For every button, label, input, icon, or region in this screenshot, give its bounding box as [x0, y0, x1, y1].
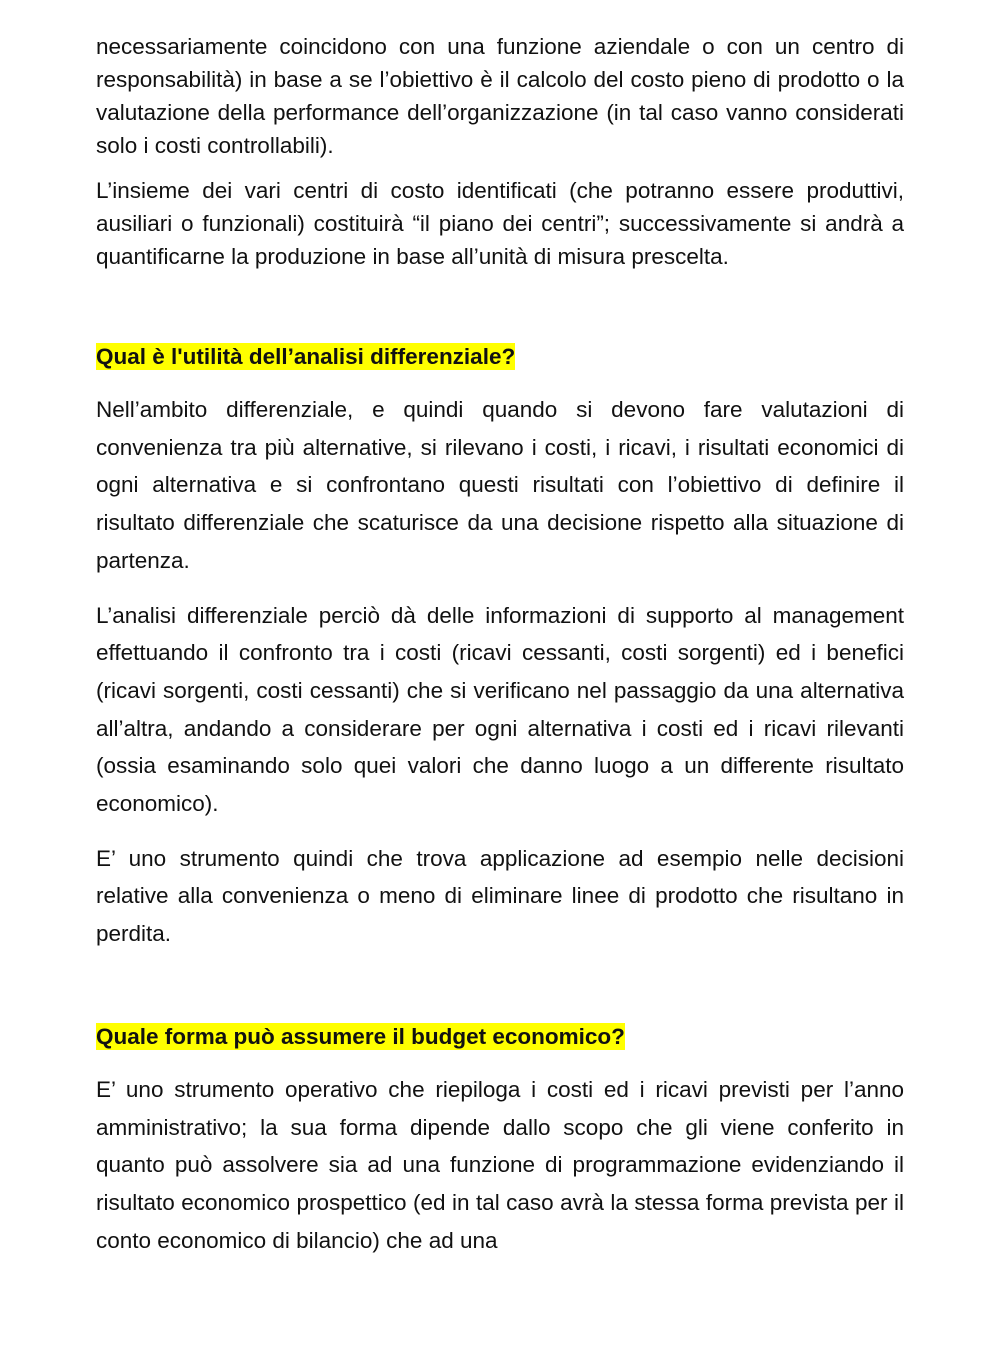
document-page — [96, 30, 904, 1259]
highlighted-heading-text: Qual è l'utilità dell’analisi differenziale? — [96, 344, 516, 369]
paragraph-ambito-differenziale: Nell’ambito differenziale, e quindi quando si devono fare valutazioni di convenienza tra più alternative, si rilevano i costi, i ricavi, i risultati economici di ogni alternativa e si confrontano questi risultati con l’obiettivo di definire il risultato differenziale che scaturisce da una decisione rispetto alla situazione di partenza. — [96, 397, 904, 573]
paragraph-piano-dei-centri: L’insieme dei vari centri di costo identificati (che potranno essere produttivi, ausiliari o funzionali) costituirà “il piano dei centri”; successivamente si andrà a quantificarne la produzione in base all’unità di misura prescelta. — [96, 178, 904, 269]
paragraph-strumento-operativo: E’ uno strumento operativo che riepiloga i costi ed i ricavi previsti per l’anno amministrativo; la sua forma dipende dallo scopo che gli viene conferito in quanto può assolvere sia ad una funzione di programmazione evidenziando il risultato economico prospettico (ed in tal caso avrà la stessa forma prevista per il conto economico di bilancio) che ad una — [96, 1076, 904, 1253]
paragraph-centri-di-responsabilita: necessariamente coincidono con una funzione aziendale o con un centro di responsabilità) in base a se l’obiettivo è il calcolo del costo pieno di prodotto o la valutazione della performance dell’organizzazione (in tal caso vanno considerati solo i costi controllabili). — [96, 34, 904, 158]
heading-analisi-differenziale — [96, 341, 904, 373]
paragraph-supporto-management: L’analisi differenziale perciò dà delle informazioni di supporto al management effettuando il confronto tra i costi (ricavi cessanti, costi sorgenti) ed i benefici (ricavi sorgenti, costi cessanti) che si verificano nel passaggio da una alternativa all’altra, andando a considerare per ogni alternativa i costi ed i ricavi rilevanti (ossia esaminando solo quei valori che danno luogo a un differente risultato economico). — [96, 602, 904, 817]
highlighted-heading-text: Quale forma può assumere il budget economico? — [96, 1023, 625, 1049]
heading-budget-economico — [96, 1021, 904, 1053]
paragraph-applicazione-strumento: E’ uno strumento quindi che trova applicazione ad esempio nelle decisioni relative alla convenienza o meno di eliminare linee di prodotto che risultano in perdita. — [96, 845, 904, 947]
